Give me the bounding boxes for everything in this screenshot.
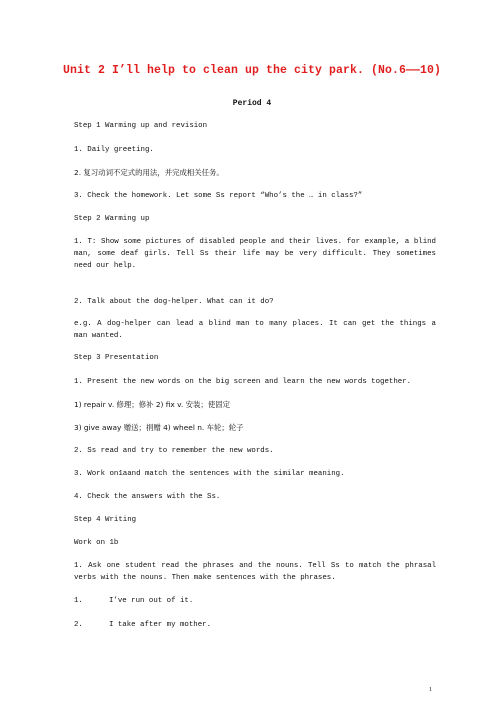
step2-item1: 1. T: Show some pictures of disabled people and their lives. for example, a blind man, some deaf girls. Tell Ss their life may be very difficult. They sometimes need our help. [74,238,436,270]
step1-heading: Step 1 Warming up and revision [74,122,208,130]
step3-item4: 4. Check the answers with the Ss. [74,493,221,501]
document-title: Unit 2 I’ll help to clean up the city park. (No.6——10) [62,64,442,77]
list-item-number-1: 1. [74,597,83,605]
step4-heading: Step 4 Writing [74,516,137,524]
step1-item3: 3. Check the homework. Let some Ss report “Who’s the … in class?” [74,192,363,200]
step3-heading: Step 3 Presentation [74,354,159,362]
page-number: 1 [429,687,432,693]
list-item-text-2: I take after my mother. [109,621,212,629]
step1-item2: 2. 复习动词不定式的用法，并完成相关任务。 [74,168,224,177]
step2-item2: 2. Talk about the dog-helper. What can it do? [74,298,274,306]
step4-item1: 1. Ask one student read the phrases and the nouns. Tell Ss to match the phrasal verbs with the nouns. Then make sentences with the phrases. [74,562,436,582]
step3-item3: 3. Work on1aand match the sentences with the similar meaning. [74,470,345,478]
step4-subheading: Work on 1b [74,539,119,547]
step3-item2: 2. Ss read and try to remember the new words. [74,447,274,455]
list-item-number-2: 2. [74,621,83,629]
step2-example: e.g. A dog-helper can lead a blind man to many places. It can get the things a man wanted. [74,320,436,340]
list-item-text-1: I’ve run out of it. [109,597,194,605]
step1-item1: 1. Daily greeting. [74,146,154,154]
step3-vocab-row1: 1) repair v. 修理；修补 2) fix v. 安装；使固定 [74,400,230,409]
step3-item1: 1. Present the new words on the big screen and learn the new words together. [74,378,412,386]
step3-vocab-row2: 3) give away 赠送；捐赠 4) wheel n. 车轮；轮子 [74,423,244,432]
period-heading: Period 4 [232,99,272,108]
step2-heading: Step 2 Warming up [74,215,150,223]
